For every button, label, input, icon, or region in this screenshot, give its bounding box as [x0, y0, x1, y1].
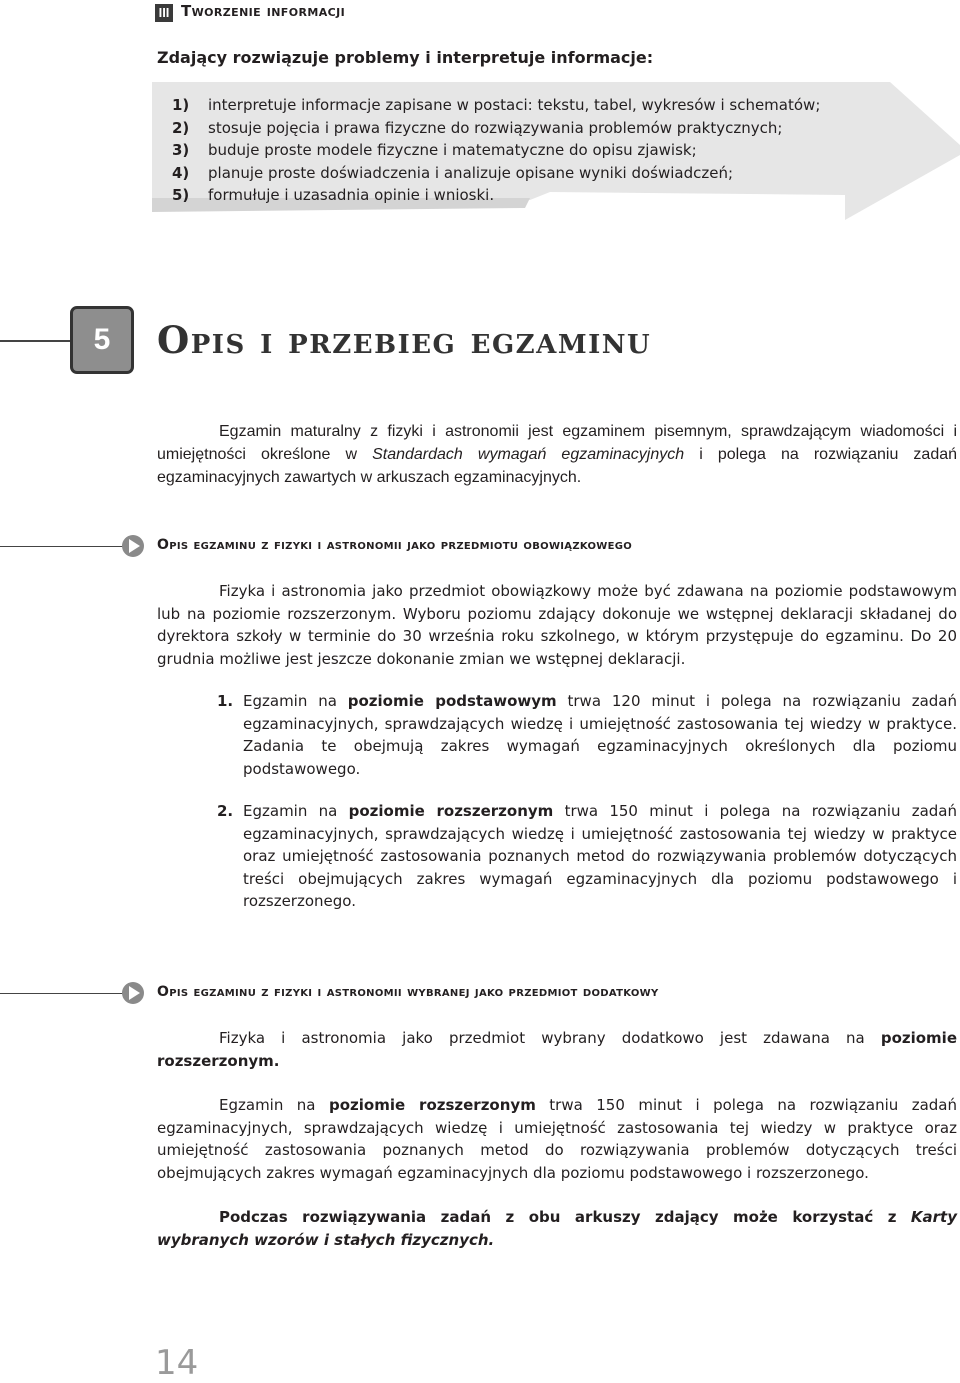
item-text: buduje proste modele fizyczne i matematyczne do opisu zjawisk;	[208, 141, 697, 159]
item-number: 4)	[172, 163, 190, 182]
p1-text: Fizyka i astronomia jako przedmiot wybrany dodatkowo jest zdawana na	[219, 1029, 881, 1047]
requirements-lead: Zdający rozwiązuje problemy i interpretuje informacje:	[157, 48, 654, 67]
intro-italic: Standardach wymagań egzaminacyjnych	[372, 446, 685, 463]
section-number-badge: III	[155, 4, 173, 22]
p3-bold-italic: Karty wybranych wzorów i stałych fizycznych.	[157, 1208, 957, 1249]
item-text-start: Egzamin na	[243, 692, 348, 710]
item-text-start: Egzamin na	[243, 802, 349, 820]
item-number: 3)	[172, 141, 190, 159]
item-text: formułuje i uzasadnia opinie i wnioski.	[208, 186, 495, 204]
item-text: stosuje pojęcia i prawa fizyczne do rozwiązywania problemów praktycznych;	[208, 118, 783, 137]
mandatory-paragraph: Fizyka i astronomia jako przedmiot obowiązkowy może być zdawana na poziomie podstawowym lub na poziomie rozszerzonym. Wyboru poziomu zdający dokonuje we wstępnej deklaracji składanej do dyrektora szkoły w terminie do 30 września roku szkolnego, w którym przystępuje do egzaminu. Do 20 grudnia możliwe jest jeszcze dokonanie zmian we wstępnej deklaracji.	[157, 582, 957, 668]
item-number: 2)	[172, 118, 190, 137]
item-number: 2.	[217, 802, 234, 820]
item-text-end: trwa 120 minut i polega na rozwiązaniu zadań egzaminacyjnych, sprawdzających wiedzę i umiejętność zastosowania tej wiedzy w praktyce. Zadania te obejmują zakres wymagań egzaminacyjnych określonych dla poziomu podstawowego.	[243, 692, 957, 778]
item-text-bold: poziomie podstawowym	[347, 692, 557, 710]
intro-paragraph	[157, 420, 957, 489]
requirements-list	[172, 94, 820, 207]
section-title: Tworzenie informacji	[181, 2, 346, 20]
list-item	[172, 184, 820, 207]
item-number: 1)	[172, 96, 190, 114]
item-number: 5)	[172, 186, 190, 204]
p3-bold: Podczas rozwiązywania zadań z obu arkuszy zdający może korzystać z	[219, 1208, 911, 1226]
additional-paragraph-3	[157, 1206, 957, 1251]
item-number: 1.	[217, 692, 234, 710]
list-item	[172, 117, 820, 140]
page-number: 14	[155, 1343, 199, 1383]
intro-text-end: i polega na rozwiązaniu zadań egzaminacyjnych zawartych w arkuszach egzaminacyjnych.	[157, 446, 958, 486]
item-text	[243, 690, 957, 780]
play-triangle-icon	[121, 981, 145, 1005]
subsection-rule	[0, 546, 140, 547]
list-item	[172, 162, 820, 185]
item-text: planuje proste doświadczenia i analizuje opisane wyniki doświadczeń;	[208, 163, 734, 182]
p1-bold: poziomie rozszerzonym.	[157, 1029, 957, 1070]
intro-text: Egzamin maturalny z fizyki i astronomii jest egzaminem pisemnym, sprawdzającym wiadomości i umiejętności określone w	[157, 423, 957, 463]
p2-text: Egzamin na	[219, 1096, 329, 1114]
list-item	[172, 139, 820, 162]
chapter-rule	[0, 340, 72, 342]
chapter-title: Opis i przebieg egzaminu	[157, 318, 652, 362]
item-text: interpretuje informacje zapisane w postaci: tekstu, tabel, wykresów i schematów;	[208, 96, 821, 114]
additional-paragraph-1	[157, 1027, 957, 1072]
subsection-rule	[0, 993, 140, 994]
p2-text-end: trwa 150 minut i polega na rozwiązaniu zadań egzaminacyjnych, sprawdzających wiedzę i umiejętność zastosowania tej wiedzy w praktyce oraz umiejętność zastosowania poznanych metod do rozwiązywania problemów dotyczących treści obejmujących zakres wymagań egzaminacyjnych dla poziomu podstawowego i rozszerzonego.	[157, 1096, 957, 1182]
list-item	[172, 94, 820, 117]
play-triangle-icon	[121, 534, 145, 558]
item-text-end: trwa 150 minut i polega na rozwiązaniu zadań egzaminacyjnych, sprawdzających wiedzę i umiejętność zastosowania tej wiedzy w praktyce oraz umiejętność zastosowania poznanych metod do rozwiązywania problemów dotyczących treści obejmujących zakres wymagań egzaminacyjnych dla poziomu podstawowego i rozszerzonego.	[243, 802, 958, 910]
p2-bold: poziomie rozszerzonym	[328, 1096, 536, 1114]
subsection-title-mandatory: Opis egzaminu z fizyki i astronomii jako przedmiotu obowiązkowego	[157, 537, 633, 553]
chapter-number-box: 5	[70, 306, 134, 374]
item-text-bold: poziomie rozszerzonym	[348, 802, 554, 820]
item-text	[243, 800, 957, 913]
subsection-title-additional: Opis egzaminu z fizyki i astronomii wybranej jako przedmiot dodatkowy	[157, 984, 659, 1000]
additional-paragraph-2	[157, 1094, 957, 1184]
